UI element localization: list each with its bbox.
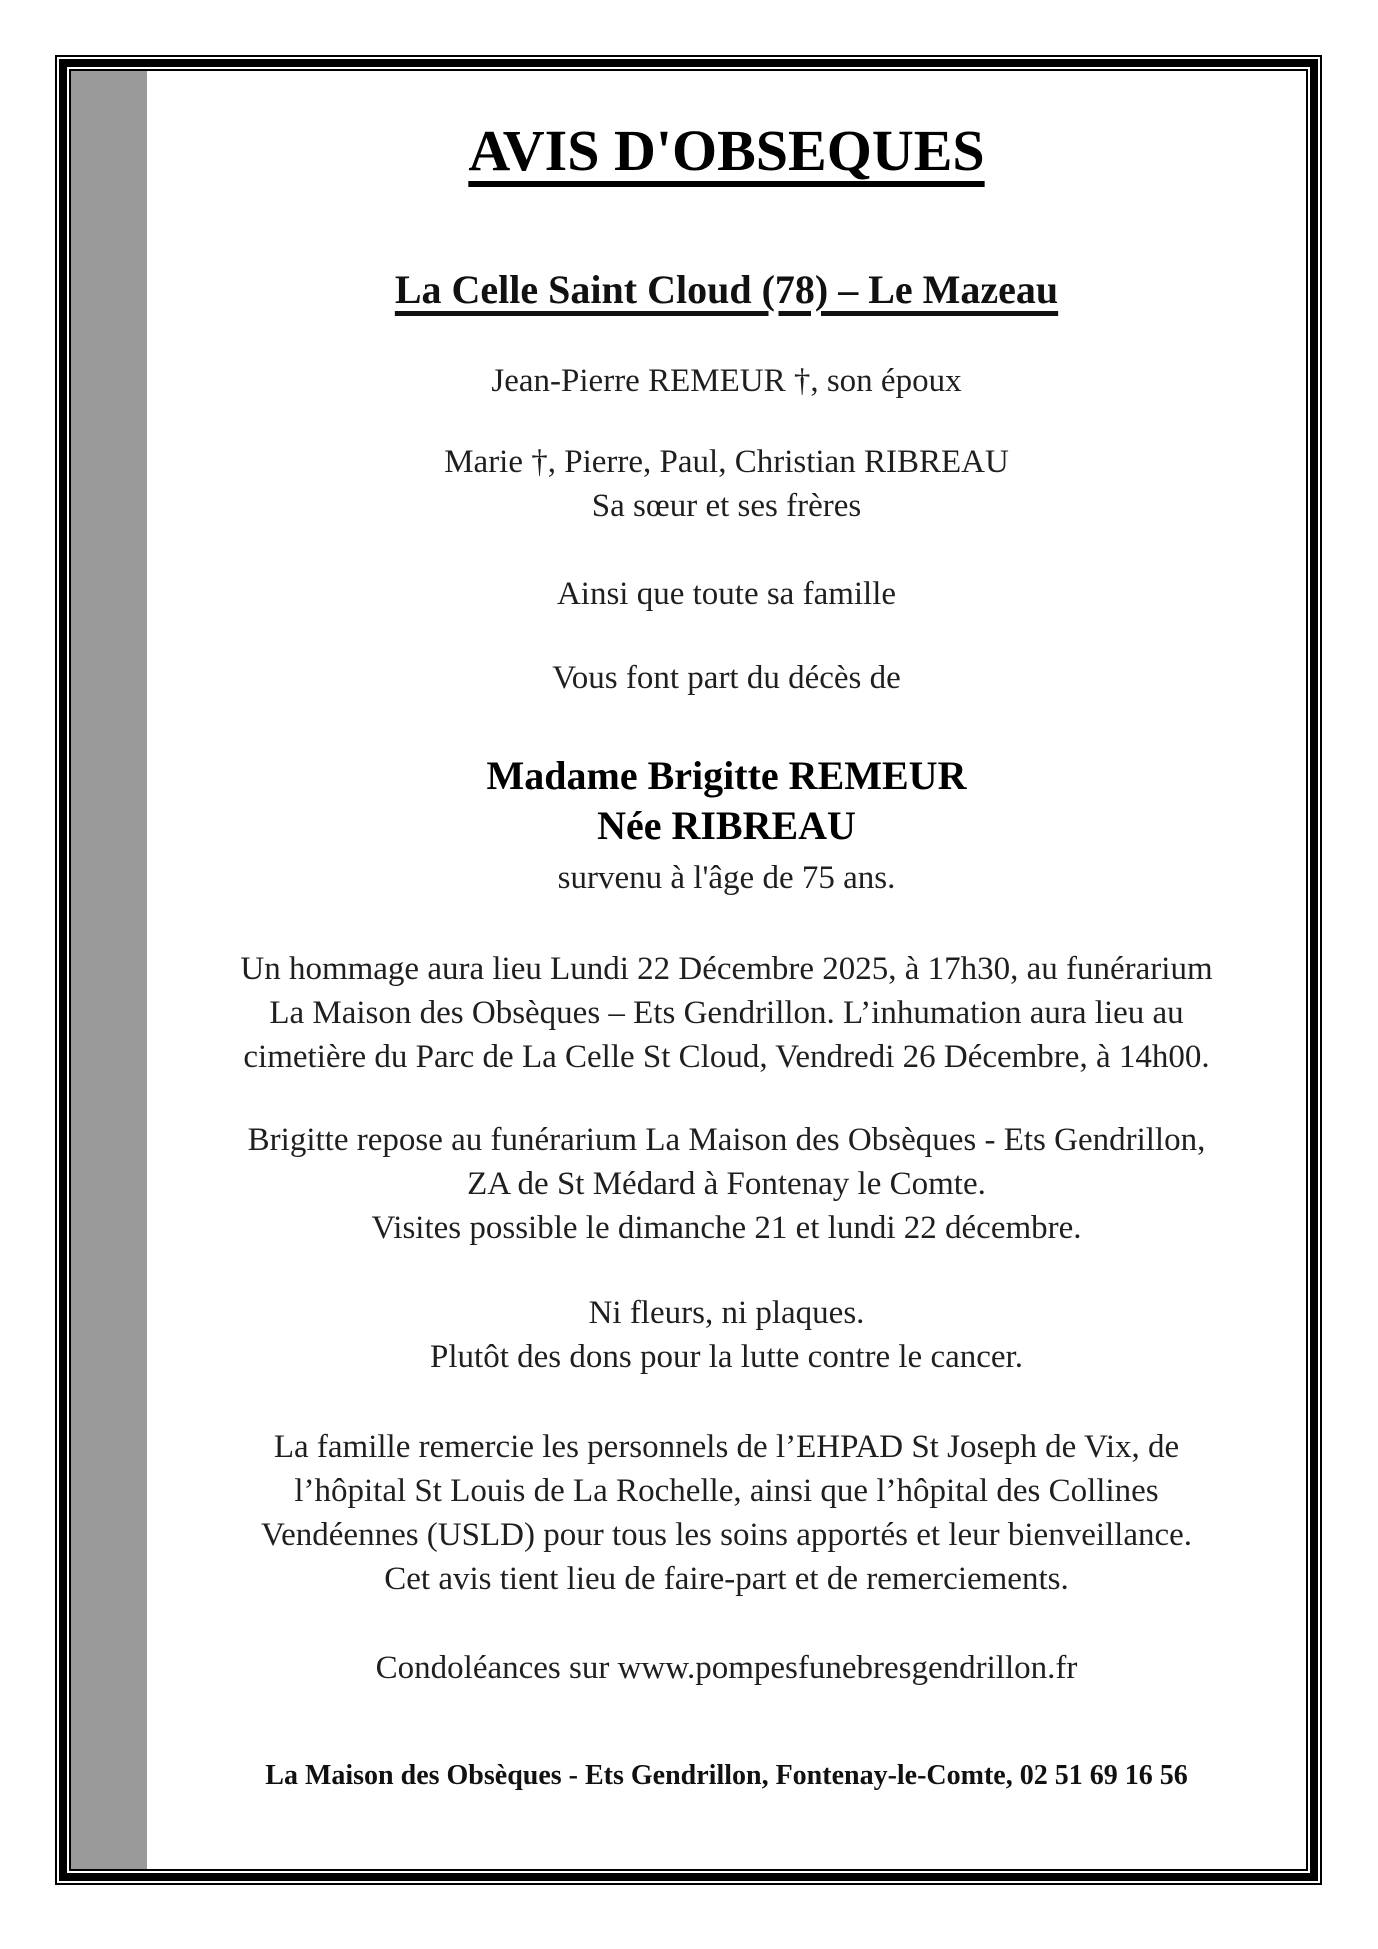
donations-line-1: Ni fleurs, ni plaques. [588,1295,865,1331]
gray-accent-bar [71,71,147,1869]
siblings-relation-line: Sa sœur et ses frères [591,488,862,524]
repose-line-1: Brigitte repose au funérarium La Maison des Obsèques - Ets Gendrillon, [247,1122,1206,1158]
thanks-block [153,1425,1300,1601]
location-heading-text: La Celle Saint Cloud (78) – Le Mazeau [394,267,1059,312]
family-block [153,572,1300,616]
page-border-outer [55,55,1322,1885]
repose-line-2: ZA de St Médard à Fontenay le Comte. [467,1166,986,1202]
location-heading [153,266,1300,314]
ceremony-line-1: Un hommage aura lieu Lundi 22 Décembre 2025, à 17h30, au funérarium [240,951,1213,987]
announcement-block [153,656,1300,700]
condolences-block [153,1646,1300,1690]
spouse-line-block [153,359,1300,403]
thanks-line-1: La famille remercie les personnels de l’EHPAD St Joseph de Vix, de [273,1429,1180,1465]
spouse-line: Jean-Pierre REMEUR †, son époux [491,363,962,399]
repose-block [153,1118,1300,1250]
age-line: survenu à l'âge de 75 ans. [557,860,896,896]
announcement-line: Vous font part du décès de [552,660,901,696]
thanks-line-4: Cet avis tient lieu de faire-part et de remerciements. [384,1561,1069,1597]
siblings-block [153,440,1300,528]
thanks-line-3: Vendéennes (USLD) pour tous les soins apportés et leur bienveillance. [260,1517,1193,1553]
repose-line-3: Visites possible le dimanche 21 et lundi 22 décembre. [371,1210,1082,1246]
funeral-home-footer [153,1758,1300,1794]
donations-block [153,1291,1300,1379]
donations-line-2: Plutôt des dons pour la lutte contre le cancer. [430,1339,1023,1375]
family-line: Ainsi que toute sa famille [556,576,897,612]
ceremony-block [153,947,1300,1079]
deceased-name-block [153,751,1300,851]
page-border-thick [59,59,1318,1881]
age-block [153,856,1300,900]
notice-title-text: AVIS D'OBSEQUES [468,118,985,183]
ceremony-line-3: cimetière du Parc de La Celle St Cloud, Vendredi 26 Décembre, à 14h00. [243,1039,1210,1075]
ceremony-line-2: La Maison des Obsèques – Ets Gendrillon. L’inhumation aura lieu au [269,995,1184,1031]
page-border-inner [69,69,1308,1871]
condolences-line: Condoléances sur www.pompesfunebresgendrillon.fr [375,1650,1078,1686]
deceased-maiden-name-line: Née RIBREAU [597,803,856,848]
notice-body [147,71,1306,1869]
deceased-name-line: Madame Brigitte REMEUR [486,753,967,798]
siblings-names-line: Marie †, Pierre, Paul, Christian RIBREAU [444,444,1009,480]
notice-title [153,120,1300,182]
funeral-home-footer-text: La Maison des Obsèques - Ets Gendrillon, Fontenay-le-Comte, 02 51 69 16 56 [265,1760,1188,1791]
thanks-line-2: l’hôpital St Louis de La Rochelle, ainsi que l’hôpital des Collines [294,1473,1159,1509]
